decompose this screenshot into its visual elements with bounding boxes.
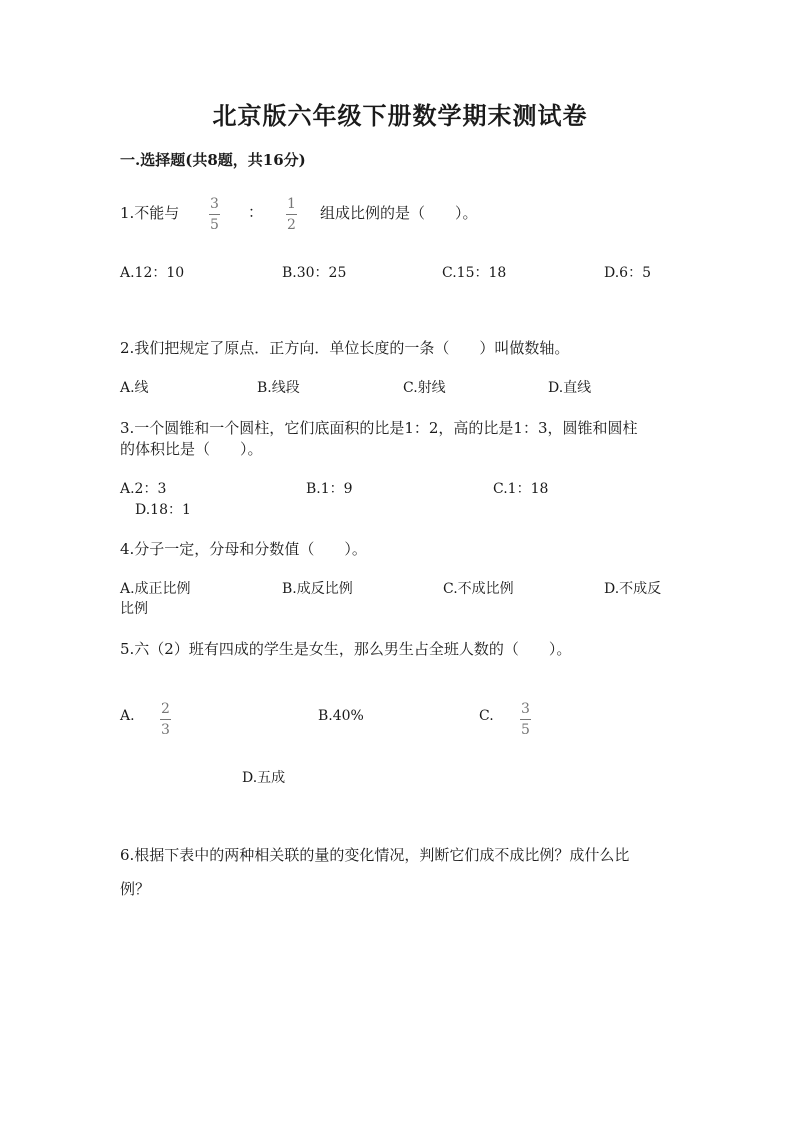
question-4-option-d: D.不成反 [604, 581, 662, 597]
question-4-option-b: B.成反比例 [282, 581, 353, 597]
question-5-text: 5.六（2）班有四成的学生是女生，那么男生占全班人数的（ ）。 [120, 640, 572, 658]
question-5-option-b: B.40% [318, 708, 364, 724]
fraction-denominator: 3 [161, 722, 170, 738]
question-1-suffix: 组成比例的是（ ）。 [320, 204, 478, 222]
question-4-option-d-wrap: 比例 [120, 601, 148, 617]
question-3-option-d: D.18：1 [135, 502, 191, 518]
question-4-option-a: A.成正比例 [120, 581, 191, 597]
question-2-option-d: D.直线 [548, 380, 592, 396]
question-2-option-b: B.线段 [257, 380, 300, 396]
question-5-option-a-fraction [159, 702, 172, 737]
question-5-option-c-fraction [519, 702, 532, 737]
question-5-option-c-label: C. [479, 708, 494, 724]
fraction-numerator: 3 [521, 701, 530, 717]
question-4-text: 4.分子一定，分母和分数值（ ）。 [120, 540, 367, 558]
question-5-option-a-label: A. [120, 708, 135, 724]
question-1-option-d: D.6：5 [604, 265, 651, 281]
question-1-fraction-b [285, 197, 298, 232]
question-1-option-c: C.15：18 [442, 265, 507, 281]
question-1-ratio-colon: ： [248, 203, 264, 221]
question-3-line-2: 的体积比是（ ）。 [120, 440, 263, 458]
question-4-option-c: C.不成比例 [443, 581, 514, 597]
fraction-denominator: 5 [210, 217, 219, 233]
question-3-option-b: B.1：9 [306, 481, 353, 497]
fraction-numerator: 3 [210, 196, 219, 212]
question-3-option-c: C.1：18 [493, 481, 549, 497]
fraction-numerator: 1 [287, 196, 296, 212]
question-6-line-1: 6.根据下表中的两种相关联的量的变化情况，判断它们成不成比例？成什么比 [120, 846, 630, 864]
question-2-text: 2.我们把规定了原点．正方向．单位长度的一条（ ）叫做数轴。 [120, 339, 570, 357]
question-6-line-2: 例？ [120, 880, 151, 898]
section-heading-choice: 一.选择题(共8题，共16分) [120, 151, 306, 169]
question-2-option-a: A.线 [120, 380, 149, 396]
question-5-option-d: D.五成 [242, 770, 286, 786]
question-1-prefix: 1.不能与 [120, 204, 180, 222]
question-1-fraction-a [208, 197, 221, 232]
question-3-option-a: A.2：3 [120, 481, 167, 497]
question-1-option-b: B.30：25 [282, 265, 347, 281]
question-1-option-a: A.12：10 [120, 265, 185, 281]
fraction-denominator: 5 [521, 722, 530, 738]
question-2-option-c: C.射线 [403, 380, 446, 396]
fraction-numerator: 2 [161, 701, 170, 717]
fraction-denominator: 2 [287, 217, 296, 233]
page-title: 北京版六年级下册数学期末测试卷 [212, 101, 588, 130]
question-3-line-1: 3.一个圆锥和一个圆柱，它们底面积的比是1：2，高的比是1：3，圆锥和圆柱 [120, 419, 638, 437]
